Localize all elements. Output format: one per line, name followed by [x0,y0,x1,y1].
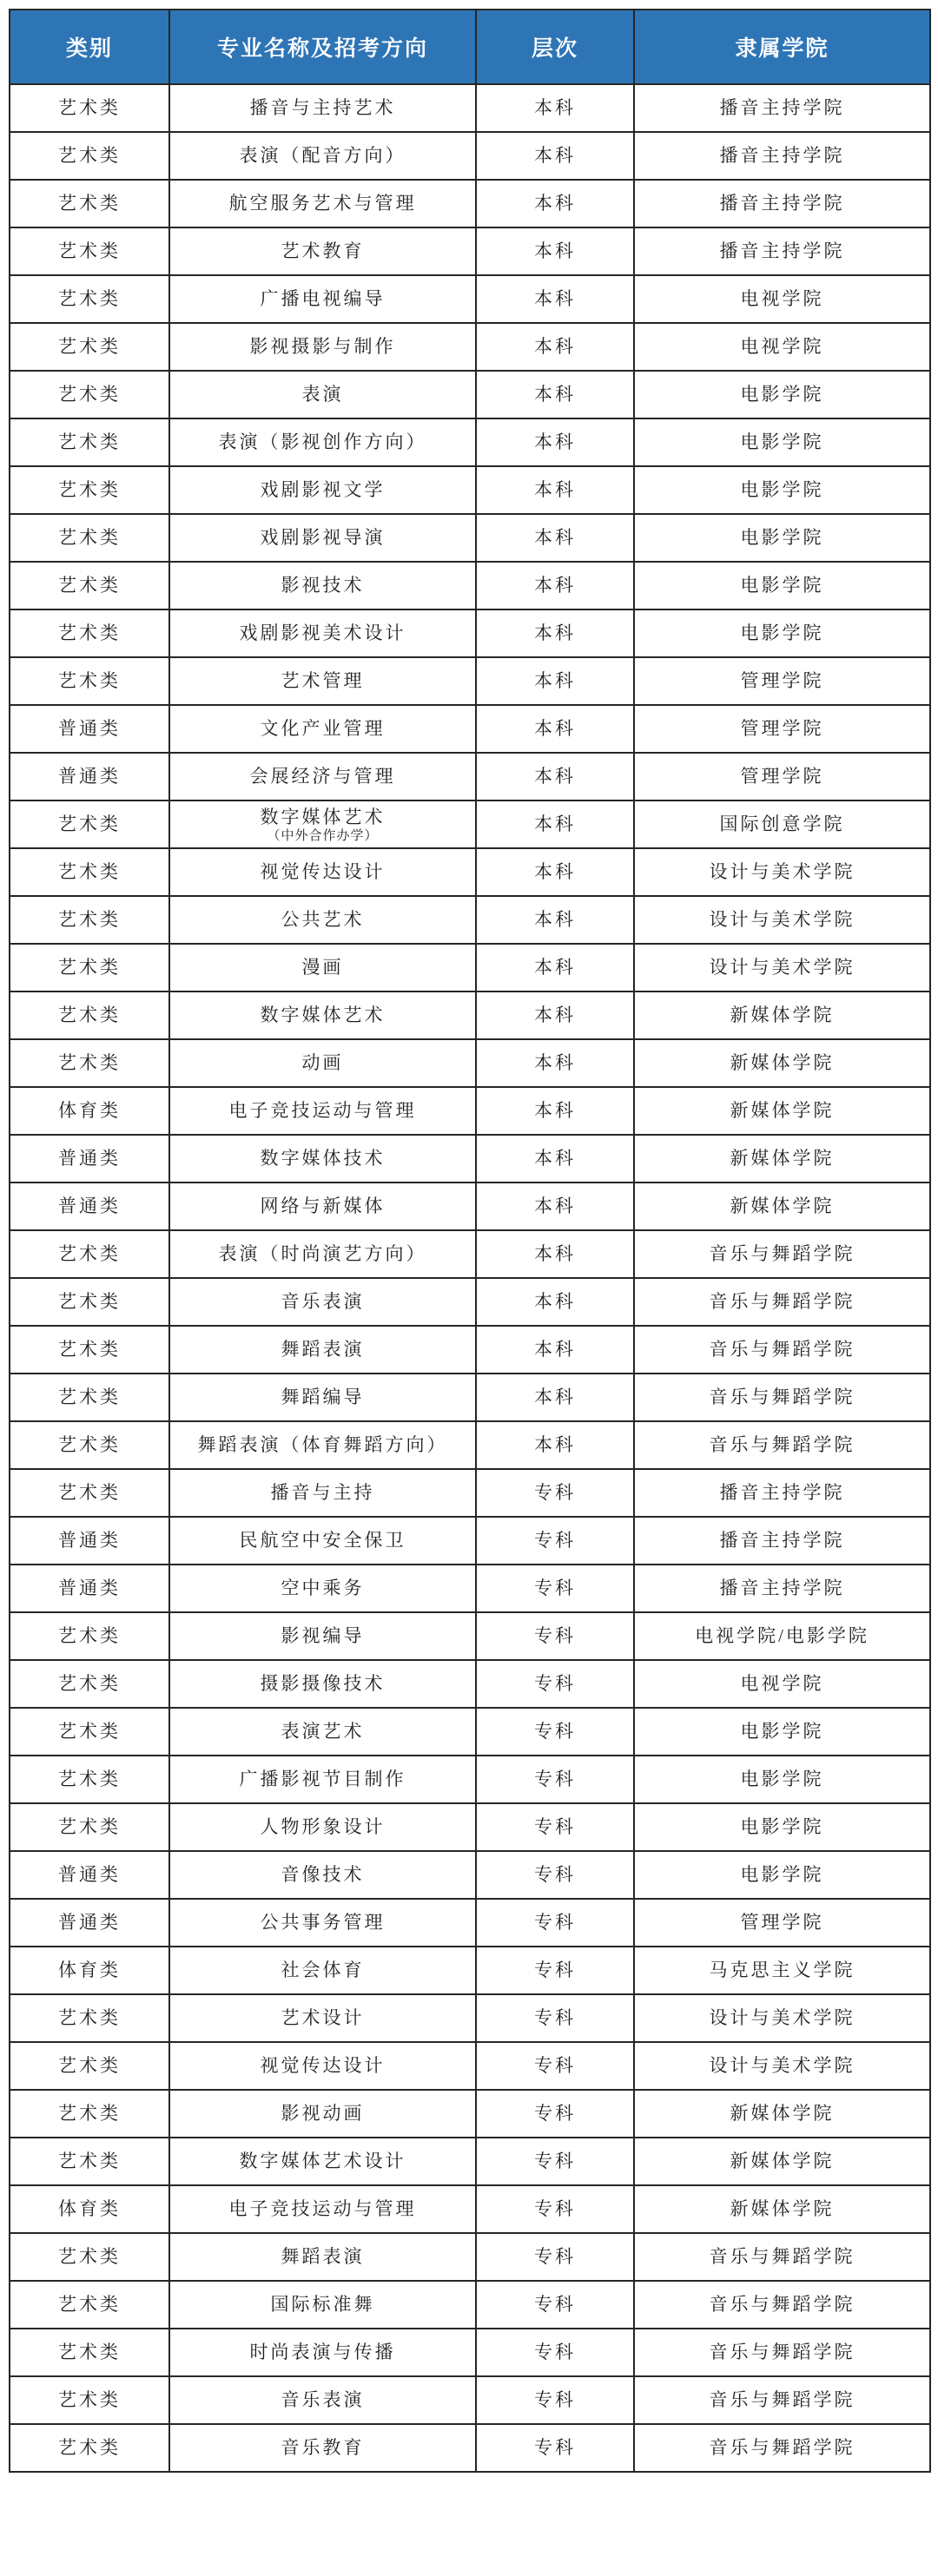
table-row [10,2329,930,2376]
category-cell: 艺术类 [10,1994,169,2042]
level-cell: 专科 [476,2185,634,2233]
level-cell: 本科 [476,1374,634,1421]
level-cell: 专科 [476,1947,634,1994]
college-cell: 电影学院 [634,1708,930,1756]
college-cell: 音乐与舞蹈学院 [634,2329,930,2376]
table-row [10,705,930,753]
category-cell: 艺术类 [10,2042,169,2090]
major-cell: 音像技术 [169,1851,476,1899]
major-cell: 电子竞技运动与管理 [169,2185,476,2233]
major-cell: 摄影摄像技术 [169,1660,476,1708]
category-cell: 艺术类 [10,992,169,1039]
category-cell: 艺术类 [10,418,169,466]
table-row [10,944,930,992]
major-subtitle: （中外合作办学） [267,828,379,843]
category-cell: 艺术类 [10,84,169,132]
category-cell: 艺术类 [10,1278,169,1326]
level-cell: 专科 [476,2424,634,2472]
major-cell: 表演（影视创作方向） [169,418,476,466]
level-cell: 本科 [476,1278,634,1326]
category-cell: 艺术类 [10,371,169,418]
college-cell: 管理学院 [634,657,930,705]
major-cell: 漫画 [169,944,476,992]
level-cell: 本科 [476,800,634,848]
table-row [10,2042,930,2090]
category-cell: 艺术类 [10,132,169,180]
major-cell: 视觉传达设计 [169,2042,476,2090]
table-row [10,753,930,800]
category-cell: 艺术类 [10,1374,169,1421]
category-cell: 普通类 [10,1183,169,1230]
level-cell: 本科 [476,1326,634,1374]
level-cell: 本科 [476,132,634,180]
level-cell: 专科 [476,1565,634,1612]
level-cell: 本科 [476,84,634,132]
college-cell: 电影学院 [634,1851,930,1899]
major-cell: 舞蹈表演 [169,2233,476,2281]
header-row [10,10,930,84]
table-row [10,1087,930,1135]
level-cell: 本科 [476,1087,634,1135]
major-cell: 数字媒体艺术 [169,992,476,1039]
category-cell: 艺术类 [10,1660,169,1708]
college-cell: 设计与美术学院 [634,944,930,992]
table-row [10,1612,930,1660]
major-cell: 播音与主持艺术 [169,84,476,132]
table-row [10,1660,930,1708]
major-cell: 电子竞技运动与管理 [169,1087,476,1135]
level-cell: 本科 [476,514,634,562]
level-cell: 本科 [476,609,634,657]
major-cell: 网络与新媒体 [169,1183,476,1230]
category-cell: 普通类 [10,1899,169,1947]
table-row [10,2281,930,2329]
major-cell: 戏剧影视美术设计 [169,609,476,657]
college-cell: 电影学院 [634,466,930,514]
major-cell: 人物形象设计 [169,1803,476,1851]
table-row [10,180,930,227]
table-row [10,275,930,323]
category-cell: 艺术类 [10,1803,169,1851]
college-cell: 新媒体学院 [634,2090,930,2138]
table-row [10,132,930,180]
category-cell: 艺术类 [10,848,169,896]
major-cell: 戏剧影视文学 [169,466,476,514]
category-cell: 艺术类 [10,1421,169,1469]
college-cell: 电影学院 [634,514,930,562]
category-cell: 艺术类 [10,562,169,609]
category-cell: 艺术类 [10,2233,169,2281]
table-row [10,371,930,418]
level-cell: 本科 [476,180,634,227]
major-cell: 艺术设计 [169,1994,476,2042]
major-cell: 戏剧影视导演 [169,514,476,562]
category-cell: 艺术类 [10,1469,169,1517]
category-cell: 艺术类 [10,1326,169,1374]
college-cell: 管理学院 [634,705,930,753]
category-cell: 艺术类 [10,2329,169,2376]
college-cell: 音乐与舞蹈学院 [634,2233,930,2281]
college-cell: 国际创意学院 [634,800,930,848]
table-row [10,1135,930,1183]
table-row [10,1421,930,1469]
major-cell: 表演（配音方向） [169,132,476,180]
college-cell: 电视学院/电影学院 [634,1612,930,1660]
table-row [10,1851,930,1899]
category-cell: 普通类 [10,753,169,800]
table-row [10,800,930,848]
major-cell: 动画 [169,1039,476,1087]
college-cell: 音乐与舞蹈学院 [634,1230,930,1278]
college-cell: 设计与美术学院 [634,1994,930,2042]
level-cell: 专科 [476,1803,634,1851]
level-cell: 本科 [476,1230,634,1278]
college-cell: 播音主持学院 [634,180,930,227]
major-cell: 舞蹈编导 [169,1374,476,1421]
level-cell: 专科 [476,2042,634,2090]
college-cell: 电视学院 [634,323,930,371]
college-cell: 播音主持学院 [634,84,930,132]
table-row [10,1469,930,1517]
college-cell: 音乐与舞蹈学院 [634,1374,930,1421]
major-cell: 影视动画 [169,2090,476,2138]
level-cell: 本科 [476,705,634,753]
college-cell: 设计与美术学院 [634,896,930,944]
header-category: 类别 [10,10,169,84]
table-row [10,1230,930,1278]
table-row [10,514,930,562]
college-cell: 设计与美术学院 [634,2042,930,2090]
college-cell: 播音主持学院 [634,1517,930,1565]
major-cell: 视觉传达设计 [169,848,476,896]
category-cell: 艺术类 [10,2376,169,2424]
college-cell: 电影学院 [634,562,930,609]
level-cell: 专科 [476,1660,634,1708]
level-cell: 专科 [476,1851,634,1899]
college-cell: 电影学院 [634,418,930,466]
table-row [10,227,930,275]
college-cell: 新媒体学院 [634,1135,930,1183]
category-cell: 体育类 [10,1947,169,1994]
level-cell: 本科 [476,992,634,1039]
category-cell: 艺术类 [10,227,169,275]
category-cell: 艺术类 [10,896,169,944]
category-cell: 艺术类 [10,609,169,657]
major-cell: 广播电视编导 [169,275,476,323]
level-cell: 本科 [476,944,634,992]
major-cell: 广播影视节目制作 [169,1756,476,1803]
table-row [10,848,930,896]
college-cell: 电影学院 [634,1803,930,1851]
college-cell: 播音主持学院 [634,1469,930,1517]
header-college: 隶属学院 [634,10,930,84]
level-cell: 专科 [476,2090,634,2138]
category-cell: 普通类 [10,705,169,753]
table-row [10,1565,930,1612]
level-cell: 专科 [476,1469,634,1517]
category-cell: 艺术类 [10,1708,169,1756]
level-cell: 本科 [476,227,634,275]
college-cell: 电影学院 [634,1756,930,1803]
major-cell: 民航空中安全保卫 [169,1517,476,1565]
category-cell: 艺术类 [10,1039,169,1087]
category-cell: 艺术类 [10,323,169,371]
category-cell: 艺术类 [10,2138,169,2185]
table-row [10,896,930,944]
table-row [10,1326,930,1374]
level-cell: 本科 [476,323,634,371]
major-cell: 社会体育 [169,1947,476,1994]
category-cell: 艺术类 [10,466,169,514]
major-cell: 数字媒体技术 [169,1135,476,1183]
category-cell: 艺术类 [10,2424,169,2472]
table-row [10,2138,930,2185]
college-cell: 播音主持学院 [634,132,930,180]
table-row [10,418,930,466]
major-cell: 表演艺术 [169,1708,476,1756]
major-cell [169,800,476,848]
major-cell: 艺术管理 [169,657,476,705]
table-row [10,466,930,514]
level-cell: 本科 [476,562,634,609]
level-cell: 本科 [476,896,634,944]
category-cell: 普通类 [10,1565,169,1612]
major-cell: 公共艺术 [169,896,476,944]
table-row [10,1374,930,1421]
major-cell: 艺术教育 [169,227,476,275]
table-row [10,1039,930,1087]
table-row [10,323,930,371]
major-title: 数字媒体艺术 [260,806,386,827]
category-cell: 艺术类 [10,657,169,705]
category-cell: 艺术类 [10,2090,169,2138]
category-cell: 体育类 [10,2185,169,2233]
level-cell: 本科 [476,275,634,323]
level-cell: 专科 [476,1994,634,2042]
table-row [10,1899,930,1947]
category-cell: 普通类 [10,1851,169,1899]
major-cell: 国际标准舞 [169,2281,476,2329]
table-row [10,1803,930,1851]
level-cell: 专科 [476,1756,634,1803]
table-row [10,609,930,657]
college-cell: 音乐与舞蹈学院 [634,2376,930,2424]
level-cell: 本科 [476,418,634,466]
level-cell: 本科 [476,1039,634,1087]
major-cell: 表演（时尚演艺方向） [169,1230,476,1278]
table-row [10,84,930,132]
college-cell: 管理学院 [634,753,930,800]
college-cell: 新媒体学院 [634,1039,930,1087]
college-cell: 音乐与舞蹈学院 [634,2281,930,2329]
college-cell: 电视学院 [634,1660,930,1708]
category-cell: 艺术类 [10,514,169,562]
table-row [10,1708,930,1756]
major-cell: 影视技术 [169,562,476,609]
college-cell: 电影学院 [634,609,930,657]
major-cell: 航空服务艺术与管理 [169,180,476,227]
table-row [10,562,930,609]
header-major: 专业名称及招考方向 [169,10,476,84]
level-cell: 本科 [476,753,634,800]
table-row [10,992,930,1039]
table-row [10,2376,930,2424]
level-cell: 本科 [476,1135,634,1183]
level-cell: 专科 [476,2376,634,2424]
major-cell: 播音与主持 [169,1469,476,1517]
level-cell: 本科 [476,1421,634,1469]
table-row [10,1183,930,1230]
level-cell: 专科 [476,2281,634,2329]
level-cell: 本科 [476,466,634,514]
college-cell: 新媒体学院 [634,1087,930,1135]
table-row [10,2424,930,2472]
college-cell: 音乐与舞蹈学院 [634,1278,930,1326]
college-cell: 新媒体学院 [634,2185,930,2233]
college-cell: 电视学院 [634,275,930,323]
major-cell: 舞蹈表演（体育舞蹈方向） [169,1421,476,1469]
college-cell: 播音主持学院 [634,227,930,275]
table-row [10,1994,930,2042]
major-cell: 数字媒体艺术设计 [169,2138,476,2185]
table-row [10,1278,930,1326]
college-cell: 新媒体学院 [634,992,930,1039]
table-row [10,2185,930,2233]
major-cell: 音乐教育 [169,2424,476,2472]
category-cell: 艺术类 [10,1756,169,1803]
category-cell: 艺术类 [10,944,169,992]
college-cell: 播音主持学院 [634,1565,930,1612]
major-cell: 表演 [169,371,476,418]
college-cell: 音乐与舞蹈学院 [634,1421,930,1469]
major-cell: 音乐表演 [169,2376,476,2424]
level-cell: 本科 [476,848,634,896]
level-cell: 专科 [476,1517,634,1565]
major-cell: 会展经济与管理 [169,753,476,800]
college-cell: 设计与美术学院 [634,848,930,896]
majors-table [9,9,931,2473]
category-cell: 艺术类 [10,800,169,848]
category-cell: 艺术类 [10,275,169,323]
level-cell: 专科 [476,2233,634,2281]
category-cell: 艺术类 [10,2281,169,2329]
college-cell: 音乐与舞蹈学院 [634,2424,930,2472]
category-cell: 艺术类 [10,1230,169,1278]
table-row [10,2233,930,2281]
category-cell: 体育类 [10,1087,169,1135]
major-cell: 影视编导 [169,1612,476,1660]
table-row [10,2090,930,2138]
level-cell: 专科 [476,1899,634,1947]
category-cell: 艺术类 [10,180,169,227]
major-cell: 舞蹈表演 [169,1326,476,1374]
table-row [10,657,930,705]
college-cell: 马克思主义学院 [634,1947,930,1994]
level-cell: 专科 [476,2329,634,2376]
level-cell: 专科 [476,1612,634,1660]
major-cell: 空中乘务 [169,1565,476,1612]
table-row [10,1756,930,1803]
college-cell: 新媒体学院 [634,2138,930,2185]
level-cell: 专科 [476,1708,634,1756]
table-row [10,1947,930,1994]
level-cell: 专科 [476,2138,634,2185]
major-cell: 文化产业管理 [169,705,476,753]
college-cell: 管理学院 [634,1899,930,1947]
category-cell: 普通类 [10,1517,169,1565]
category-cell: 艺术类 [10,1612,169,1660]
major-cell: 时尚表演与传播 [169,2329,476,2376]
major-cell: 影视摄影与制作 [169,323,476,371]
level-cell: 本科 [476,1183,634,1230]
college-cell: 音乐与舞蹈学院 [634,1326,930,1374]
table-body [10,84,930,2472]
major-cell: 音乐表演 [169,1278,476,1326]
college-cell: 新媒体学院 [634,1183,930,1230]
level-cell: 本科 [476,371,634,418]
table-row [10,1517,930,1565]
level-cell: 本科 [476,657,634,705]
college-cell: 电影学院 [634,371,930,418]
category-cell: 普通类 [10,1135,169,1183]
major-cell: 公共事务管理 [169,1899,476,1947]
header-level: 层次 [476,10,634,84]
